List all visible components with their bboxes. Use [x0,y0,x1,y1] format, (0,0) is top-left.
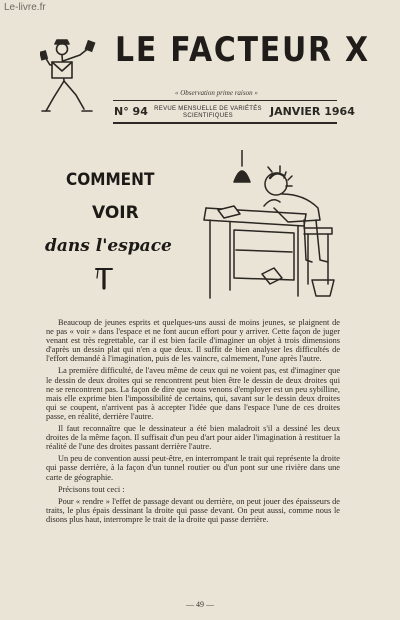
masthead-title: LE FACTEUR X [115,30,370,70]
masthead-motto: « Observation prime raison » [175,89,258,97]
t-junction-icon [93,266,115,290]
article-title-line2: VOIR [92,203,139,223]
watermark: Le-livre.fr [4,2,46,13]
page-number: — 49 — [186,600,214,609]
issue-number: N° 94 [114,105,148,118]
divider [113,100,337,101]
article-paragraph: Pour « rendre » l'effet de passage devant ou derrière, on peut jouer des épaisseurs de traits, le plus épais dessinant la droite qui passe devant. On peut aussi, comme nous le disons plus haut, interrompre le trait de la droite qui passe derrière. [46,496,340,524]
article-title-line3: dans l'espace [45,236,172,256]
article-paragraph: Un peu de convention aussi peut-être, en interrompant le trait qui représente la droite qui passe derrière, à la façon d'un tunnel routier ou d'un pont sur une rivière dans une carte de géographie. [46,454,340,482]
mascot-illustration [40,35,112,121]
article-paragraph: Beaucoup de jeunes esprits et quelques-uns aussi de moins jeunes, se plaignent de ne pas « voir » dans l'espace et ne font aucun effort pour y arriver. Cette façon de juger venant est très regrettable, car il est bien facile d'imaginer un objet à trois dimensions d'après un dessin plat qui n'en a que deux. Il suffit de bien analyser les difficultés de l'effort demandé à l'imagination, puis de les vaincre, calmement, l'une après l'autre. [46,318,340,364]
issue-date: JANVIER 1964 [270,105,355,118]
article-title-line1: COMMENT [66,170,155,190]
divider [113,122,337,124]
article-paragraph: La première difficulté, de l'aveu même de ceux qui ne voient pas, est d'imaginer que le dessin de deux droites qui se rencontrent peut bien être le dessin de deux droites qui ne se rencontrent pas. La façon de dire que nous venons d'employer est un peu sybilline, mais elle exprime bien l'impossibilité de certains, qui, savant sur le dessin deux droites qui se coupent, n'arrivent pas à accepter l'idée que dans l'espace l'une de ces droites passe, en réalité, derrière l'autre. [46,366,340,421]
desk-illustration [200,150,340,300]
article-paragraph: Précisons tout ceci : [58,484,125,494]
masthead-subtitle: REVUE MENSUELLE DE VARIÉTÉS SCIENTIFIQUES [154,106,262,119]
article-paragraph: Il faut reconnaître que le dessinateur a été bien maladroit s'il a dessiné les deux droites de la même façon. Il suffisait d'un peu d'art pour aider l'imagination à restituer la réalité de l'une des droites passant derrière l'autre. [46,424,340,452]
article-body [46,318,340,527]
